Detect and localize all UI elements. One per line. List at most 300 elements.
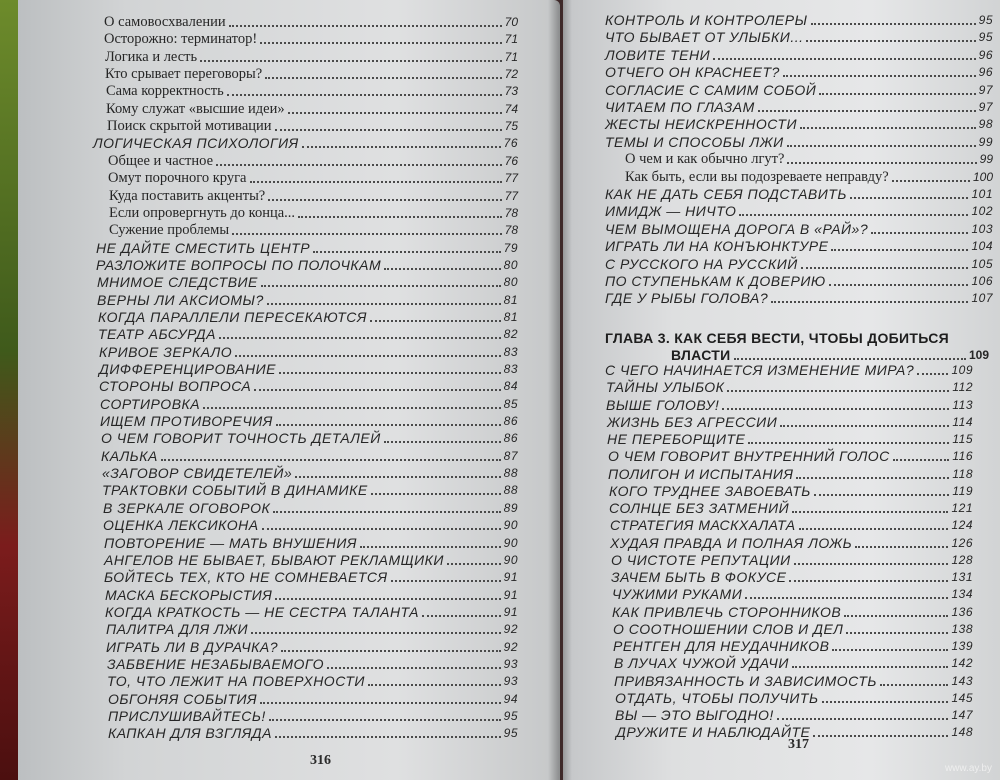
toc-leader-dots [261,285,501,287]
toc-entry-title: ЧИТАЕМ ПО ГЛАЗАМ [605,99,755,115]
toc-entry-title: ЗАБВЕНИЕ НЕЗАБЫВАЕМОГО [107,655,324,672]
toc-leader-dots [371,493,501,495]
toc-entry-page: 98 [978,117,993,132]
toc-entry-page: 85 [503,396,518,411]
toc-entry-page: 93 [503,656,518,671]
toc-entry [97,292,518,309]
toc-leader-dots [799,528,949,530]
toc-entry-title: В ЗЕРКАЛЕ ОГОВОРОК [103,499,271,516]
toc-entry-title: ИМИДЖ — НИЧТО [605,203,737,220]
toc-entry-page: 128 [951,552,973,567]
toc-leader-dots [713,58,976,60]
toc-leader-dots [880,684,948,686]
toc-entry-page: 70 [504,15,518,29]
watermark: www.ay.by [944,763,992,774]
toc-entry-page: 80 [503,275,518,290]
toc-leader-dots [447,563,501,565]
toc-entry [93,135,518,152]
toc-entry-title: ТЕАТР АБСУРДА [98,326,216,343]
toc-entry [610,535,973,552]
toc-leader-dots [819,93,975,95]
toc-entry [104,14,518,31]
toc-entry [102,465,518,482]
toc-entry [105,604,518,621]
toc-leader-dots [262,528,501,530]
toc-leader-dots [917,373,948,375]
toc-entry-title: ЧУЖИМИ РУКАМИ [612,586,743,603]
toc-entry-page: 114 [952,414,973,429]
toc-entry-title: ТО, ЧТО ЛЕЖИТ НА ПОВЕРХНОСТИ [107,673,365,690]
toc-entry-page: 71 [504,49,518,64]
toc-entry-title: ЖИЗНЬ БЕЗ АГРЕССИИ [607,413,778,430]
toc-entry-page: 83 [503,362,518,376]
toc-entry [605,47,993,64]
toc-entry [108,170,518,187]
toc-leader-dots [893,459,950,461]
toc-entry [109,205,518,222]
toc-entry-page: 83 [503,344,518,359]
toc-entry [605,290,993,307]
toc-leader-dots [806,40,975,42]
toc-entry-page: 107 [971,291,993,306]
toc-entry-title: О самовосхвалении [104,14,226,30]
toc-entry-page: 106 [971,274,993,288]
toc-entry [605,203,993,220]
toc-entry-title: ТРАКТОВКИ СОБЫТИЙ В ДИНАМИКЕ [102,482,368,499]
toc-entry-title: О ЧЕМ ГОВОРИТ ВНУТРЕННИЙ ГОЛОС [608,448,890,465]
toc-entry-title: ТЕМЫ И СПОСОБЫ ЛЖИ [605,133,784,150]
toc-entry-title: Осторожно: терминатор! [104,31,258,48]
toc-leader-dots [739,214,968,216]
toc-entry-page: 138 [951,621,973,636]
toc-leader-dots [370,320,501,322]
toc-entry [102,482,518,499]
toc-entry [605,64,993,81]
toc-entry-title: Куда поставить акценты? [109,187,266,204]
toc-entry-title: С ЧЕГО НАЧИНАЕТСЯ ИЗМЕНЕНИЕ МИРА? [605,362,915,378]
toc-entry-title: ЖЕСТЫ НЕИСКРЕННОСТИ [605,116,797,133]
toc-entry-title: О чем и как обычно лгут? [625,151,785,168]
toc-entry-page: 86 [503,431,518,446]
toc-entry [625,169,993,186]
toc-entry-title: ЗАЧЕМ БЫТЬ В ФОКУСЕ [611,569,787,585]
toc-entry-page: 91 [503,604,518,619]
toc-entry-page: 134 [951,587,973,602]
toc-leader-dots [384,268,500,270]
toc-entry-page: 92 [503,639,518,654]
toc-entry-page: 80 [503,257,518,272]
toc-leader-dots [216,164,502,166]
toc-entry-title: Сужение проблемы [109,222,230,239]
toc-entry [608,448,973,465]
toc-entry [107,673,518,690]
toc-entry [103,500,518,517]
toc-entry-page: 78 [504,223,518,238]
toc-entry-title: КАПКАН ДЛЯ ВЗГЛЯДА [108,725,272,742]
toc-leader-dots [298,216,502,218]
toc-entry-page: 88 [503,483,518,498]
toc-entry-title: ЛОВИТЕ ТЕНИ [605,46,711,63]
toc-entry-title: СОЛНЦЕ БЕЗ ЗАТМЕНИЙ [609,500,790,516]
toc-leader-dots [288,112,502,114]
toc-entry-title: РЕНТГЕН ДЛЯ НЕУДАЧНИКОВ [613,638,830,654]
toc-entry-page: 99 [979,152,993,167]
toc-leader-dots [811,23,976,25]
toc-entry-page: 95 [503,709,518,723]
toc-entry [96,257,518,274]
toc-entry-page: 76 [503,136,518,151]
toc-entry [98,309,518,326]
toc-leader-dots [844,615,948,617]
toc-entry-page: 71 [504,32,518,47]
toc-entry-title: ИГРАТЬ ЛИ НА КОНЪЮНКТУРЕ [605,238,829,255]
toc-entry-page: 143 [951,673,973,688]
right-page-number: 317 [788,737,809,752]
toc-leader-dots [281,650,501,652]
toc-leader-dots [200,60,502,62]
toc-entry-page: 90 [503,535,518,550]
toc-entry [105,66,518,83]
toc-entry-title: ОТЧЕГО ОН КРАСНЕЕТ? [605,64,780,81]
toc-entry-title: ПРИВЯЗАННОСТЬ И ЗАВИСИМОСТЬ [614,672,877,689]
toc-entry-page: 139 [951,639,973,653]
toc-entry [605,273,993,290]
toc-entry [109,222,518,239]
toc-entry [106,83,518,100]
toc-entry-title: ВЫШЕ ГОЛОВУ! [606,396,720,413]
toc-leader-dots [794,563,949,565]
toc-entry-page: 145 [951,690,973,705]
toc-entry [605,186,993,203]
toc-entry-title: МАСКА БЕСКОРЫСТИЯ [105,586,273,603]
toc-entry [101,448,518,465]
toc-entry [106,621,518,638]
right-book-page [563,0,1000,780]
toc-entry-page: 105 [971,256,993,271]
toc-entry-page: 77 [504,188,518,203]
toc-entry [625,151,993,168]
toc-entry [97,274,518,291]
toc-leader-dots [276,424,501,426]
toc-leader-dots [384,441,501,443]
toc-leader-dots [748,442,949,444]
toc-leader-dots [846,632,948,634]
toc-leader-dots [831,249,968,251]
toc-leader-dots [832,649,948,651]
toc-entry-title: О ЧЕМ ГОВОРИТ ТОЧНОСТЬ ДЕТАЛЕЙ [101,430,381,447]
toc-entry [605,238,993,255]
toc-entry [613,621,973,638]
toc-entry-title: КОГДА ПАРАЛЛЕЛИ ПЕРЕСЕКАЮТСЯ [98,308,367,325]
toc-entry [99,378,518,395]
toc-entry-page: 119 [952,483,973,498]
toc-entry-page: 115 [952,432,973,446]
toc-leader-dots [814,494,950,496]
toc-entry [106,101,518,118]
toc-entry-title: ДРУЖИТЕ И НАБЛЮДАЙТЕ [616,724,811,741]
toc-entry [605,221,993,238]
toc-entry [612,604,973,621]
toc-entry-title: О СООТНОШЕНИИ СЛОВ И ДЕЛ [613,620,844,637]
left-book-page [18,0,560,780]
toc-entry [615,690,973,707]
toc-entry-page: 82 [503,327,518,342]
chapter-page: 109 [968,348,989,362]
toc-entry-page: 126 [951,535,973,550]
toc-entry [108,153,518,170]
toc-leader-dots [203,407,501,409]
toc-leader-dots [232,233,502,235]
toc-entry-page: 96 [978,47,993,62]
toc-entry-title: ИЩЕМ ПРОТИВОРЕЧИЯ [100,413,273,430]
toc-leader-dots [850,197,969,199]
toc-leader-dots [295,476,500,478]
toc-entry-page: 142 [951,656,973,671]
toc-leader-dots [796,477,949,479]
toc-entry-page: 72 [504,67,518,82]
toc-entry-page: 77 [504,171,518,186]
toc-entry-page: 96 [978,65,993,80]
toc-entry-page: 97 [978,82,993,97]
toc-entry-title: ПО СТУПЕНЬКАМ К ДОВЕРИЮ [605,273,826,289]
toc-entry-title: «ЗАГОВОР СВИДЕТЕЛЕЙ» [102,465,293,482]
toc-entry-title: ГДЕ У РЫБЫ ГОЛОВА? [605,290,769,307]
toc-entry-title: Омут порочного круга [108,170,247,187]
toc-leader-dots [800,127,976,129]
toc-entry [99,361,518,378]
toc-entry-title: ОТДАТЬ, ЧТОБЫ ПОЛУЧИТЬ [615,689,819,706]
toc-leader-dots [273,511,500,513]
toc-entry-page: 81 [503,309,518,324]
toc-leader-dots [360,546,501,548]
toc-entry-title: О ЧИСТОТЕ РЕПУТАЦИИ [611,551,791,568]
toc-leader-dots [219,337,501,339]
toc-leader-dots [789,580,948,582]
toc-leader-dots [260,42,501,44]
toc-entry-title: КРИВОЕ ЗЕРКАЛО [99,343,233,360]
toc-entry-page: 148 [951,725,973,740]
toc-entry-page: 99 [978,134,993,149]
toc-leader-dots [792,511,948,513]
toc-entry [100,396,518,413]
toc-entry-title: ПОВТОРЕНИЕ — МАТЬ ВНУШЕНИЯ [104,534,357,551]
toc-entry-title: ОЦЕНКА ЛЕКСИКОНА [103,517,259,534]
toc-leader-dots [265,77,501,79]
toc-entry [605,134,993,151]
toc-entry [100,413,518,430]
toc-entry [614,673,973,690]
toc-leader-dots [275,129,502,131]
toc-entry [611,569,973,586]
toc-leader-dots [235,355,501,357]
toc-leader-dots [269,719,501,721]
book-spine-shadow [548,0,572,780]
toc-entry-page: 102 [971,204,993,219]
toc-entry-title: КАК ПРИВЛЕЧЬ СТОРОННИКОВ [612,603,842,620]
toc-entry-page: 86 [503,414,518,429]
toc-leader-dots [161,459,501,461]
toc-leader-dots [391,580,501,582]
toc-entry [613,638,973,655]
toc-leader-dots [771,301,968,303]
toc-entry-title: СОГЛАСИЕ С САМИМ СОБОЙ [605,81,817,98]
toc-entry-title: Как быть, если вы подозреваете неправду? [625,168,889,185]
toc-entry-title: ЛОГИЧЕСКАЯ ПСИХОЛОГИЯ [93,135,299,152]
toc-entry-title: ПОЛИГОН И ИСПЫТАНИЯ [608,465,794,482]
toc-leader-dots [855,546,948,548]
toc-leader-dots [813,735,948,737]
toc-entry-title: ТАЙНЫ УЛЫБОК [606,379,725,396]
toc-entry-page: 100 [972,169,993,184]
toc-entry [108,708,518,725]
toc-entry [605,116,993,133]
toc-entry-title: НЕ ДАЙТЕ СМЕСТИТЬ ЦЕНТР [96,239,311,256]
toc-entry-page: 95 [978,13,993,27]
toc-entry [605,29,993,46]
toc-entry [609,500,973,517]
toc-leader-dots [801,267,969,269]
toc-entry-page: 103 [971,221,993,236]
toc-leader-dots [734,358,966,360]
toc-leader-dots [758,110,976,112]
toc-entry-page: 121 [951,501,973,515]
toc-leader-dots [422,615,501,617]
toc-entry [104,552,518,569]
toc-entry-title: ХУДАЯ ПРАВДА И ПОЛНАЯ ЛОЖЬ [610,534,853,551]
toc-entry [96,240,518,257]
toc-entry-page: 76 [504,153,518,168]
toc-entry-title: ЧЕМ ВЫМОЩЕНА ДОРОГА В «РАЙ»? [605,220,869,237]
toc-entry-page: 81 [503,292,518,307]
toc-entry-title: БОЙТЕСЬ ТЕХ, КТО НЕ СОМНЕВАЕТСЯ [104,569,388,586]
toc-entry-page: 109 [951,363,973,377]
toc-entry-page: 113 [952,397,973,412]
toc-entry [611,552,973,569]
toc-entry [605,256,993,273]
toc-entry-title: КОГДА КРАТКОСТЬ — НЕ СЕСТРА ТАЛАНТА [105,603,419,620]
toc-entry-page: 116 [952,449,973,464]
toc-entry-page: 124 [951,518,973,533]
toc-entry [104,31,518,48]
toc-entry [605,12,993,29]
toc-entry [108,725,518,742]
toc-entry-page: 90 [503,518,518,533]
toc-leader-dots [302,146,501,148]
background-left-edge [0,0,20,780]
toc-entry-page: 94 [503,691,518,706]
toc-entry [101,430,518,447]
toc-entry-page: 101 [971,187,993,201]
toc-entry-title: КАЛЬКА [101,447,158,464]
toc-leader-dots [792,666,949,668]
left-page-number: 316 [310,753,331,768]
toc-entry [612,586,973,603]
toc-entry-title: КОНТРОЛЬ И КОНТРОЛЕРЫ [605,12,808,28]
toc-leader-dots [275,736,501,738]
toc-entry-page: 118 [952,466,973,481]
toc-entry [609,483,973,500]
toc-entry [98,326,518,343]
chapter-heading-line2: ВЛАСТИ [671,347,731,363]
toc-entry-title: ПРИСЛУШИВАЙТЕСЬ! [108,708,266,724]
toc-leader-dots [227,94,502,96]
toc-entry-page: 87 [503,448,518,463]
toc-entry-title: Если опровергнуть до конца... [109,204,296,221]
toc-entry-page: 73 [504,84,518,99]
toc-leader-dots [822,701,949,703]
toc-entry-title: Поиск скрытой мотивации [107,118,272,135]
toc-entry-title: КОГО ТРУДНЕЕ ЗАВОЕВАТЬ [609,482,811,499]
toc-entry-page: 97 [978,100,993,114]
toc-entry-title: СОРТИРОВКА [100,395,201,412]
toc-entry-page: 90 [503,552,518,567]
toc-entry-page: 104 [971,239,993,254]
toc-entry [605,99,993,116]
toc-entry [99,344,518,361]
toc-entry-title: Сама корректность [106,83,224,100]
toc-entry [107,656,518,673]
toc-entry-title: В ЛУЧАХ ЧУЖОЙ УДАЧИ [614,655,789,672]
toc-entry [607,431,973,448]
toc-entry [104,535,518,552]
toc-entry [605,82,993,99]
toc-entry [108,691,518,708]
toc-leader-dots [254,389,500,391]
toc-leader-dots [892,180,970,182]
toc-entry [608,466,973,483]
toc-leader-dots [260,702,501,704]
toc-entry-title: СТОРОНЫ ВОПРОСА [99,378,252,395]
toc-leader-dots [745,597,948,599]
toc-entry [107,118,518,135]
toc-entry-page: 147 [951,708,973,722]
toc-entry-title: РАЗЛОЖИТЕ ВОПРОСЫ ПО ПОЛОЧКАМ [96,256,382,273]
toc-entry [106,639,518,656]
toc-entry [104,569,518,586]
toc-entry-title: МНИМОЕ СЛЕДСТВИЕ [97,274,258,291]
toc-leader-dots [780,425,949,427]
toc-entry-title: ОБГОНЯЯ СОБЫТИЯ [108,690,258,707]
toc-entry [105,587,518,604]
toc-entry-title: ПАЛИТРА ДЛЯ ЛЖИ [106,621,248,638]
toc-entry [103,517,518,534]
toc-entry-title: ВЕРНЫ ЛИ АКСИОМЫ? [97,291,264,308]
toc-entry-title: Кто срывает переговоры? [105,66,263,83]
toc-leader-dots [229,25,502,27]
toc-entry-page: 95 [503,726,518,741]
toc-entry-page: 79 [503,240,518,255]
toc-entry [614,655,973,672]
toc-entry-title: Общее и частное [108,152,214,169]
toc-entry-title: Логика и лесть [105,48,198,65]
toc-entry-title: ЧТО БЫВАЕТ ОТ УЛЫБКИ... [605,29,804,46]
toc-entry-page: 95 [978,30,993,45]
toc-leader-dots [787,162,976,164]
toc-leader-dots [787,145,976,147]
toc-entry [105,49,518,66]
toc-entry-page: 74 [504,101,518,116]
toc-entry-title: Кому служат «высшие идеи» [106,100,285,117]
toc-leader-dots [279,372,501,374]
toc-entry [109,188,518,205]
toc-leader-dots [327,667,501,669]
toc-entry-page: 136 [951,604,973,619]
toc-entry [615,707,973,724]
toc-entry [606,379,973,396]
toc-entry-title: АНГЕЛОВ НЕ БЫВАЕТ, БЫВАЮТ РЕКЛАМЩИКИ [104,551,444,568]
toc-leader-dots [722,408,949,410]
toc-entry-title: КАК НЕ ДАТЬ СЕБЯ ПОДСТАВИТЬ [605,186,847,202]
